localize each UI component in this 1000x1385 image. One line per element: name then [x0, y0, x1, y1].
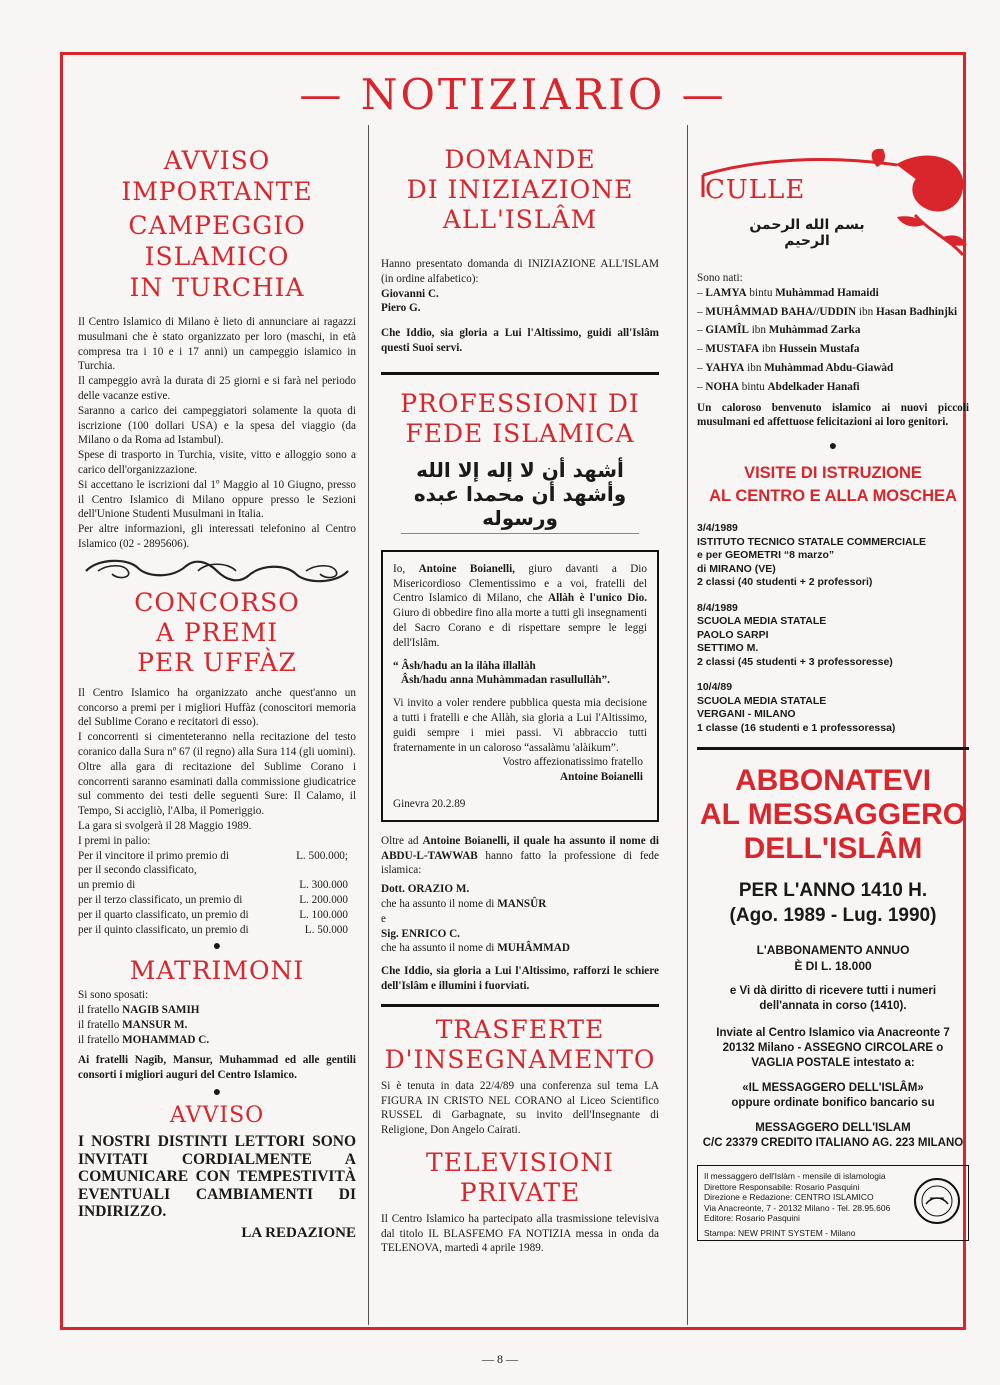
avviso-title-1: AVVISO [163, 146, 271, 175]
bullet-separator: ● [212, 1085, 222, 1101]
matrimoni-title: MATRIMONI [129, 956, 305, 986]
concorso-body [78, 686, 356, 849]
text: giuro davanti a Dio Misericordioso Clementissimo e a voi, fratelli del Centro Islamico di Milano, che [393, 562, 648, 605]
invite-text: Vi invito a voler rendere pubblica questa mia decisione a tutti i fratelli e che Allàh, sia gloria a Lui l'Altissimo, guidi sempre i miei passi. Vi abbraccio tutti fraternamente in un caloroso “assalàmu 'alàikum”. [393, 697, 647, 754]
parent-name: Hussein Mustafa [778, 343, 860, 356]
abbonatevi-heading [697, 764, 969, 866]
groom-name: MANSUR M. [122, 1018, 188, 1031]
column-divider-1 [368, 125, 369, 1325]
visit-line: 2 classi (45 studenti + 3 professoresse) [697, 655, 893, 668]
relation: ibn [759, 343, 779, 356]
bullet-separator: ● [212, 939, 222, 955]
domande-prayer: Che Iddio, sia gloria a Lui l'Altissimo, guidi all'Islâm questi Suoi servi. [381, 327, 659, 354]
campeggio-title-3: IN TURCHIA [129, 273, 305, 302]
relation: ibn [748, 324, 769, 337]
calligraphy-text: أشهد أن لا إله إلا الله وأشهد أن محمدا عبده ورسوله [413, 457, 627, 530]
signer: Antoine Boianelli [560, 771, 643, 784]
column-left [78, 145, 356, 1242]
section-rule [381, 1004, 659, 1007]
fee-line-1: L'ABBONAMENTO ANNUO [756, 943, 910, 958]
culle-welcome: Un caloroso benvenuto islamico ai nuovi piccoli musulmani ed affettuose felicitazioni ai loro genitori. [697, 401, 969, 429]
domande-title-3: ALL'ISLÂM [442, 205, 598, 234]
birth-line: – NOHA bintu Abdelkader Hanafi [697, 380, 860, 393]
fee-line-2: È DI L. 18.000 [794, 959, 872, 974]
professioni-title-2: FEDE ISLAMICA [405, 418, 635, 448]
prize-amount: L. 500.000; [296, 849, 348, 862]
prize-label: Per il vincitore il primo premio di [78, 849, 230, 862]
matrimoni-line [78, 1018, 356, 1033]
paragraph: Per altre informazioni, gli interessati telefonino al Centro Islamico (02 - 2895606). [78, 523, 356, 550]
year-line-1: PER L'ANNO 1410 H. [738, 880, 928, 902]
new-name: MANSÛR [497, 897, 547, 910]
domande-intro: Hanno presentato domanda di INIZIAZIONE ALL'ISLAM (in ordine alfabetico): [381, 258, 659, 285]
visit-line: SCUOLA MEDIA STATALE [697, 694, 827, 707]
seal-logo-icon [912, 1176, 962, 1226]
send-line-2: 20132 Milano - ASSEGNO CIRCOLARE o [722, 1042, 944, 1055]
bank-line-2: C/C 23379 CREDITO ITALIANO AG. 223 MILANO [702, 1137, 964, 1150]
paragraph: Il Centro Islamico di Milano è lieto di annunciare ai ragazzi musulmani che è stato organizzato per loro (maschi, in età compresa tra i 10 e i 17 anni) un campeggio islamico in Turchia. [78, 316, 356, 373]
birth-line: – MUHÂMMAD BAHA//UDDIN ibn Hasan Badhinjki [697, 305, 958, 318]
child-name: GIAMÎL [705, 324, 749, 337]
visit-entry [697, 522, 969, 590]
trasferte-title-2: D'INSEGNAMENTO [384, 1044, 656, 1074]
birth-line: – GIAMÎL ibn Muhàmmad Zarka [697, 324, 861, 337]
visit-line: 3/4/1989 [697, 522, 738, 535]
declarant-name: Antoine Boianelli, [418, 562, 515, 575]
paragraph: Spese di trasporto in Turchia, visite, vitto e alloggio sono a carico dell'organizzazione. [78, 449, 356, 476]
matrimoni-line [78, 1033, 356, 1048]
section-rule [697, 747, 969, 750]
converts-body [381, 834, 659, 994]
colophon-line: Direzione e Redazione: CENTRO ISLAMICO [704, 1192, 874, 1203]
paragraph: Oltre alla gara di recitazione del Sublime Corano i concorrenti saranno esaminati dalla commissione giudicatrice sul commento dei testi delle seguenti Sure: Il Calamo, il Tempo, Si accigliò, l'Alba, il Pomeriggio. [78, 760, 356, 818]
new-name: MUHÂMMAD [497, 942, 570, 955]
concorso-title-1: CONCORSO [134, 587, 300, 617]
column-divider-2 [687, 125, 688, 1325]
basmala: بسم الله الرحمن الرحيم [749, 217, 865, 249]
text: Io, [393, 562, 419, 575]
matrimoni-line [78, 1003, 356, 1018]
prefix: il fratello [78, 1033, 123, 1046]
visite-title-2: AL CENTRO E ALLA MOSCHEA [709, 487, 957, 506]
shahada-calligraphy [401, 455, 639, 534]
colophon-line: Editore: Rosario Pasquini [704, 1213, 800, 1224]
colophon-line: Direttore Responsabile: Rosario Pasquini [704, 1181, 860, 1192]
domande-body [381, 257, 659, 356]
visit-entry [697, 681, 969, 735]
rights-line-1: e Vi dà diritto di ricevere tutti i numeri [729, 985, 937, 998]
matrimoni-intro: Si sono sposati: [78, 989, 149, 1002]
paragraph: La gara si svolgerà il 28 Maggio 1989. [78, 819, 252, 832]
paragraph: Si accettano le iscrizioni dal 1º Maggio al 10 Giugno, presso il Centro Islamico di Milano oppure presso le Sezioni dell'Unione Studenti Musulmani in Italia. [78, 478, 356, 521]
colophon-line: Via Anacreonte, 7 - 20132 Milano - Tel. 28.95.606 [704, 1202, 891, 1213]
avviso-small-title: AVVISO [169, 1103, 265, 1129]
prize-label: per il quinto classificato, un premio di [78, 923, 249, 936]
prize-amount: L. 200.000 [299, 893, 348, 906]
prize-row [78, 878, 356, 893]
avviso-text: I NOSTRI DISTINTI LETTORI SONO INVITATI CORDIALMENTE A COMUNICARE CON TEMPESTIVITÀ EVENTUALI CAMBIAMENTI DI INDIRIZZO. [78, 1133, 356, 1221]
column-center [381, 145, 659, 1256]
payee-line-2: oppure ordinate bonifico bancario su [731, 1097, 935, 1110]
trasferte-title-1: TRASFERTE [435, 1014, 605, 1044]
section-rule [381, 372, 659, 375]
colophon-line: Il messaggero dell'Islàm - mensile di islamologia [704, 1171, 886, 1182]
prize-row [78, 863, 356, 878]
ornament-scroll [78, 556, 356, 586]
visite-title-1: VISITE DI ISTRUZIONE [744, 464, 922, 483]
domande-title-2: DI INIZIAZIONE [406, 175, 634, 204]
birth-line: – MUSTAFA ibn Hussein Mustafa [697, 343, 860, 356]
paragraph: Saranno a carico dei campeggiatori solamente la quota di iscrizione (100 dollari USA) e la spesa del viaggio (da Milano o da Roma ad Istambul). [78, 404, 356, 447]
visit-line: 2 classi (40 studenti + 2 professori) [697, 576, 873, 589]
abbonatevi-title-2: AL MESSAGGERO [699, 798, 967, 832]
parent-name: Muhàmmad Abdu-Giawàd [764, 361, 894, 374]
culle-header [697, 145, 969, 263]
culle-body [697, 271, 969, 430]
visite-list [697, 522, 969, 735]
visit-line: PAOLO SARPI [697, 628, 769, 641]
prize-row [78, 849, 356, 864]
prefix: il fratello [78, 1018, 123, 1031]
text: che ha assunto il nome di [381, 942, 498, 955]
prize-label: un premio di [78, 879, 136, 892]
prize-label: per il secondo classificato, [78, 864, 197, 877]
matrimoni-wishes: Ai fratelli Nagib, Mansur, Muhammad ed alle gentili consorti i migliori auguri del Centro Islamico. [78, 1054, 356, 1082]
groom-name: NAGIB SAMIH [122, 1004, 200, 1017]
child-name: MUSTAFA [705, 343, 760, 356]
televisioni-text: Il Centro Islamico ha partecipato alla trasmissione televisiva dal titolo IL BLASFEMO FA NOTIZIA messa in onda da TELENOVA, martedì 4 aprile 1989. [381, 1212, 659, 1255]
convert-name: Sig. ENRICO C. [381, 927, 460, 940]
televisioni-title-2: PRIVATE [459, 1177, 581, 1207]
text: che ha assunto il nome di [381, 897, 498, 910]
candidate-name: Piero G. [381, 302, 421, 315]
text: Antoine Boianelli, il quale ha assunto il nome di ABDU-L-TAWWAB [381, 834, 659, 862]
prize-row [78, 908, 356, 923]
payee-line-1: «IL MESSAGGERO DELL'ISLÂM» [742, 1082, 924, 1095]
prize-label: per il terzo classificato, un premio di [78, 893, 243, 906]
declaration-box [381, 550, 659, 822]
visit-line: e per GEOMETRI “8 marzo” [697, 549, 835, 562]
closing: Vostro affezionatissimo fratello [502, 756, 643, 769]
professioni-title-1: PROFESSIONI DI [400, 388, 640, 418]
prize-amount: L. 50.000 [304, 923, 348, 936]
text: hanno fatto la professione di fede islamica: [381, 849, 659, 877]
page-number: — 8 — [482, 1352, 518, 1366]
paragraph: Il Centro Islamico ha organizzato anche quest'anno un concorso a premi per i migliori Huffàz (conoscitori memoria del Sublime Corano e recitatori di esso). [78, 686, 356, 729]
masthead: — NOTIZIARIO — [299, 70, 727, 119]
send-line-1: Inviate al Centro Islamico via Anacreonte 7 [716, 1027, 950, 1040]
prize-row [78, 893, 356, 908]
child-name: YAHYA [705, 361, 745, 374]
column-right [697, 145, 969, 1241]
parent-name: Hasan Badhinjki [876, 305, 958, 318]
abbonatevi-title-3: DELL'ISLÂM [743, 832, 923, 866]
visit-line: ISTITUTO TECNICO STATALE COMMERCIALE [697, 535, 927, 548]
candidate-name: Giovanni C. [381, 287, 439, 300]
visit-line: di MIRANO (VE) [697, 562, 776, 575]
parent-name: Abdelkader Hanafi [767, 380, 860, 393]
relation: bintu [738, 380, 768, 393]
campeggio-body [78, 315, 356, 552]
redazione-signature: LA REDAZIONE [241, 1224, 356, 1241]
paragraph: Il campeggio avrà la durata di 25 giorni e si farà nel periodo delle vacanze estive. [78, 375, 356, 402]
prize-label: per il quarto classificato, un premio di [78, 908, 249, 921]
domande-title-1: DOMANDE [444, 145, 596, 174]
text: Giuro di obbedire fino alla morte a tutti gli insegnamenti del Sacro Corano e di rispettare sempre le leggi dell'Islâm. [393, 607, 647, 649]
visit-line: SETTIMO M. [697, 642, 759, 655]
birth-line: – YAHYA ibn Muhàmmad Abdu-Giawàd [697, 361, 894, 374]
text: Oltre ad [381, 834, 423, 847]
shahada-line-1: “ Âsh/hadu an la ilàha illallàh [393, 659, 536, 672]
relation: ibn [856, 305, 876, 318]
place-date: Ginevra 20.2.89 [393, 797, 466, 810]
prize-amount: L. 100.000 [299, 908, 348, 921]
visit-line: 1 classe (16 studenti e 1 professoressa) [697, 721, 896, 734]
visit-line: SCUOLA MEDIA STATALE [697, 615, 827, 628]
shahada-line-2: Âsh/hadu anna Muhàmmadan rasullullàh”. [401, 674, 610, 687]
matrimoni-body [78, 988, 356, 1083]
parent-name: Muhàmmad Zarka [768, 324, 861, 337]
page-frame [60, 52, 969, 1330]
relation: ibn [744, 361, 765, 374]
child-name: LAMYA [705, 286, 747, 299]
visit-line: 8/4/1989 [697, 601, 738, 614]
relation: bintu [746, 286, 776, 299]
televisioni-title-1: TELEVISIONI [426, 1147, 614, 1177]
colophon-box [697, 1165, 969, 1241]
year-line-2: (Ago. 1989 - Lug. 1990) [729, 905, 937, 927]
text: Allàh è l'unico Dio. [548, 592, 648, 605]
text: e [381, 912, 386, 925]
paragraph: I concorrenti si cimenteteranno nella recitazione del testo coranico dalla Sura nº 67 (il regno) alla Sura 114 (gli uomini). [78, 731, 356, 758]
parent-name: Muhàmmad Hamaidi [775, 286, 879, 299]
visit-line: VERGANI - MILANO [697, 708, 796, 721]
visit-entry [697, 602, 969, 670]
culle-intro: Sono nati: [697, 272, 743, 284]
visit-line: 10/4/89 [697, 681, 733, 694]
concorso-title-3: PER UFFÀZ [137, 647, 297, 677]
groom-name: MOHAMMAD C. [122, 1033, 210, 1046]
bullet-separator: ● [828, 439, 838, 455]
child-name: MUHÂMMAD BAHA//UDDIN [705, 305, 857, 318]
prefix: il fratello [78, 1004, 123, 1017]
trasferte-text: Si è tenuta in data 22/4/89 una conferenza sul tema LA FIGURA IN CRISTO NEL CORANO al Liceo Scientifico RUSSEL di Garbagnate, su invito dell'Insegnante di Religione, Don Angelo Cairati. [381, 1079, 659, 1137]
concorso-title-2: A PREMI [155, 617, 279, 647]
child-name: NOHA [705, 380, 739, 393]
converts-prayer: Che Iddio, sia gloria a Lui l'Altissimo, rafforzi le schiere dell'Islâm e illumini i fuorviati. [381, 965, 659, 992]
send-line-3: VAGLIA POSTALE intestato a: [751, 1057, 915, 1070]
prize-list [78, 849, 356, 938]
campeggio-title-1: CAMPEGGIO [128, 211, 306, 240]
convert-name: Dott. ORAZIO M. [381, 883, 470, 896]
abbonatevi-title-1: ABBONATEVI [734, 764, 932, 798]
culle-title: CULLE [705, 175, 806, 205]
prize-amount: L. 300.000 [299, 879, 348, 892]
campeggio-title-2: ISLAMICO [144, 242, 290, 271]
rights-line-2: dell'annata in corso (1410). [759, 1000, 907, 1013]
birth-line: – LAMYA bintu Muhàmmad Hamaidi [697, 286, 879, 299]
avviso-title-2: IMPORTANTE [121, 177, 313, 206]
bank-line-1: MESSAGGERO DELL'ISLAM [755, 1122, 911, 1135]
prize-row [78, 923, 356, 938]
colophon-printer: Stampa: NEW PRINT SYSTEM - Milano [704, 1227, 856, 1238]
paragraph: I premi in palio: [78, 834, 151, 847]
